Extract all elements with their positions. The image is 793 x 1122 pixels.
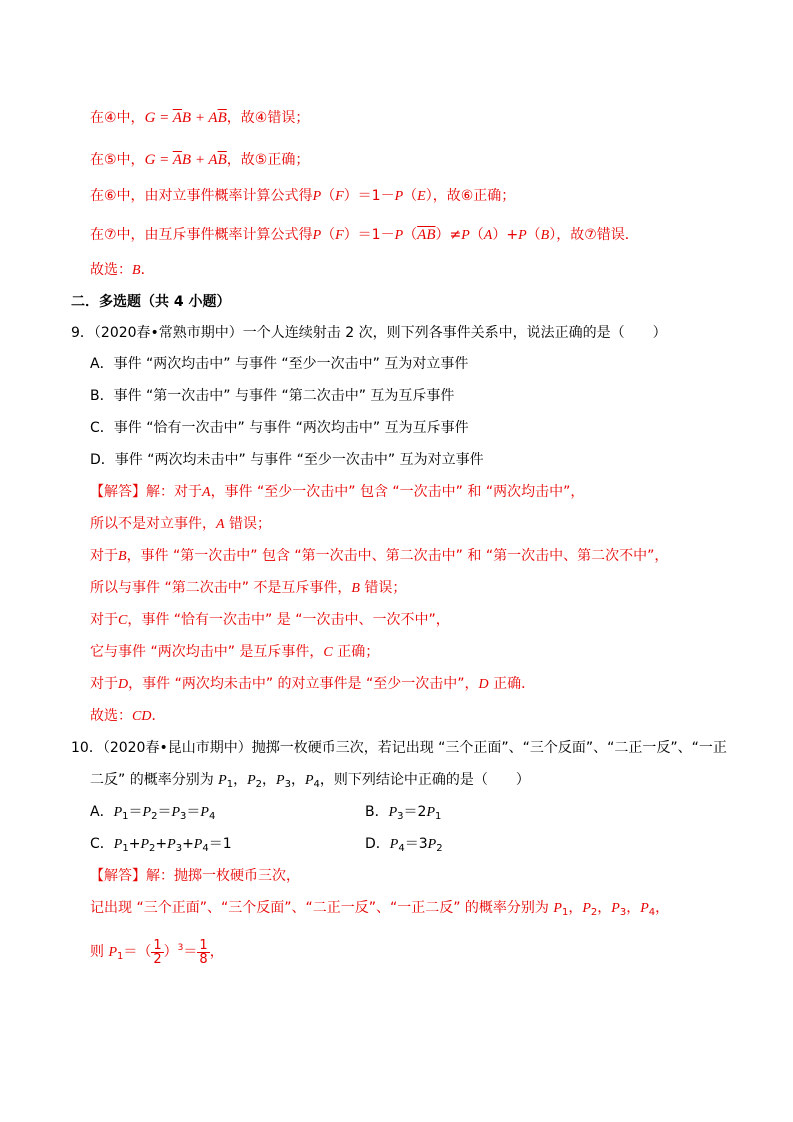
question-9-solution-line-6: 它与事件 “两次均击中” 是互斥事件，C 正确； <box>90 644 380 660</box>
question-9-solution-line-3: 对于B，事件 “第一次击中” 包含 “第一次击中、第二次击中” 和 “第一次击中、第二次不中”， <box>90 548 669 564</box>
question-9-option-a: A．事件 “两次均击中” 与事件 “至少一次击中” 互为对立事件 <box>90 356 469 372</box>
question-9-solution-line-4: 所以与事件 “第二次击中” 不是互斥事件，B 错误； <box>90 580 407 596</box>
question-9-option-c: C．事件 “恰有一次击中” 与事件 “两次均击中” 互为互斥事件 <box>90 420 469 436</box>
question-9-solution-line-2: 所以不是对立事件，A 错误； <box>90 516 272 532</box>
question-10-stem-line-2: 二反” 的概率分别为 $P_1$，$P_2$，$P_3$，$P_4$，则下列结论中正确的是（ ） <box>90 772 530 790</box>
question-9-solution-line-7: 对于D，事件 “两次均未击中” 的对立事件是 “至少一次击中”，D 正确． <box>90 676 536 692</box>
solution-tag: 【解答】 <box>90 484 146 500</box>
question-9-solution-line-5: 对于C，事件 “恰有一次击中” 是 “一次击中、一次不中”， <box>90 612 450 628</box>
question-10-option-d: D．$P_4=3P_2$ <box>365 836 443 854</box>
section-title: 二．多选题（共 4 小题） <box>71 294 231 310</box>
question-9-option-b: B．事件 “第一次击中” 与事件 “第二次击中” 互为互斥事件 <box>90 388 455 404</box>
question-10-option-a: A．$P_1=P_2=P_3=P_4$ <box>90 804 216 822</box>
solution-line-4: 在④中，$G = \overline{A}B + A\overline{B}$，故④错误； <box>90 110 310 126</box>
solution-line-7: 在⑦中，由互斥事件概率计算公式得$P(F)=1-P(\overline{AB})\ne P(A)+P(B)$，故⑦错误． <box>90 227 639 243</box>
question-9-option-d: D．事件 “两次均未击中” 与事件 “至少一次击中” 互为对立事件 <box>90 452 484 468</box>
fraction-one-half: $\frac{1}{2}$ <box>153 937 162 967</box>
question-10-solution-line-3: 则 $P_1=$（ $\frac{1}{2}$ ）$^3$＝ $\frac{1}{8}$ ， <box>90 937 224 967</box>
question-10-option-c: C．$P_1+P_2+P_3+P_4=1$ <box>90 836 232 854</box>
solution-tag: 【解答】 <box>90 868 146 884</box>
question-10-solution-line-1: 【解答】解：抛掷一枚硬币三次， <box>90 868 300 884</box>
solution-line-5: 在⑤中，$G = \overline{A}B + A\overline{B}$，故⑤正确； <box>90 152 310 168</box>
fraction-one-eighth: $\frac{1}{8}$ <box>199 937 208 967</box>
question-10-stem-line-1: 10．（2020春•昆山市期中）抛掷一枚硬币三次，若记出现 “三个正面”、“三个反面”、“二正一反”、“一正 <box>71 740 727 756</box>
solution-line-6: 在⑥中，由对立事件概率计算公式得P（F）＝1－P（E），故⑥正确； <box>90 188 516 204</box>
question-10-option-b: B．$P_3=2P_1$ <box>365 804 442 822</box>
question-9-solution-line-1: 【解答】解：对于A，事件 “至少一次击中” 包含 “一次击中” 和 “两次均击中”， <box>90 484 585 500</box>
question-9-answer: 故选：CD． <box>90 708 166 724</box>
previous-answer: 故选：B． <box>90 262 155 278</box>
question-10-solution-line-2: 记出现 “三个正面”、“三个反面”、“二正一反”、“一正二反” 的概率分别为 $P_1$，$P_2$，$P_3$，$P_4$， <box>90 900 670 918</box>
question-9-stem: 9．（2020春•常熟市期中）一个人连续射击 2 次，则下列各事件关系中，说法正确的是（ ） <box>71 325 667 341</box>
